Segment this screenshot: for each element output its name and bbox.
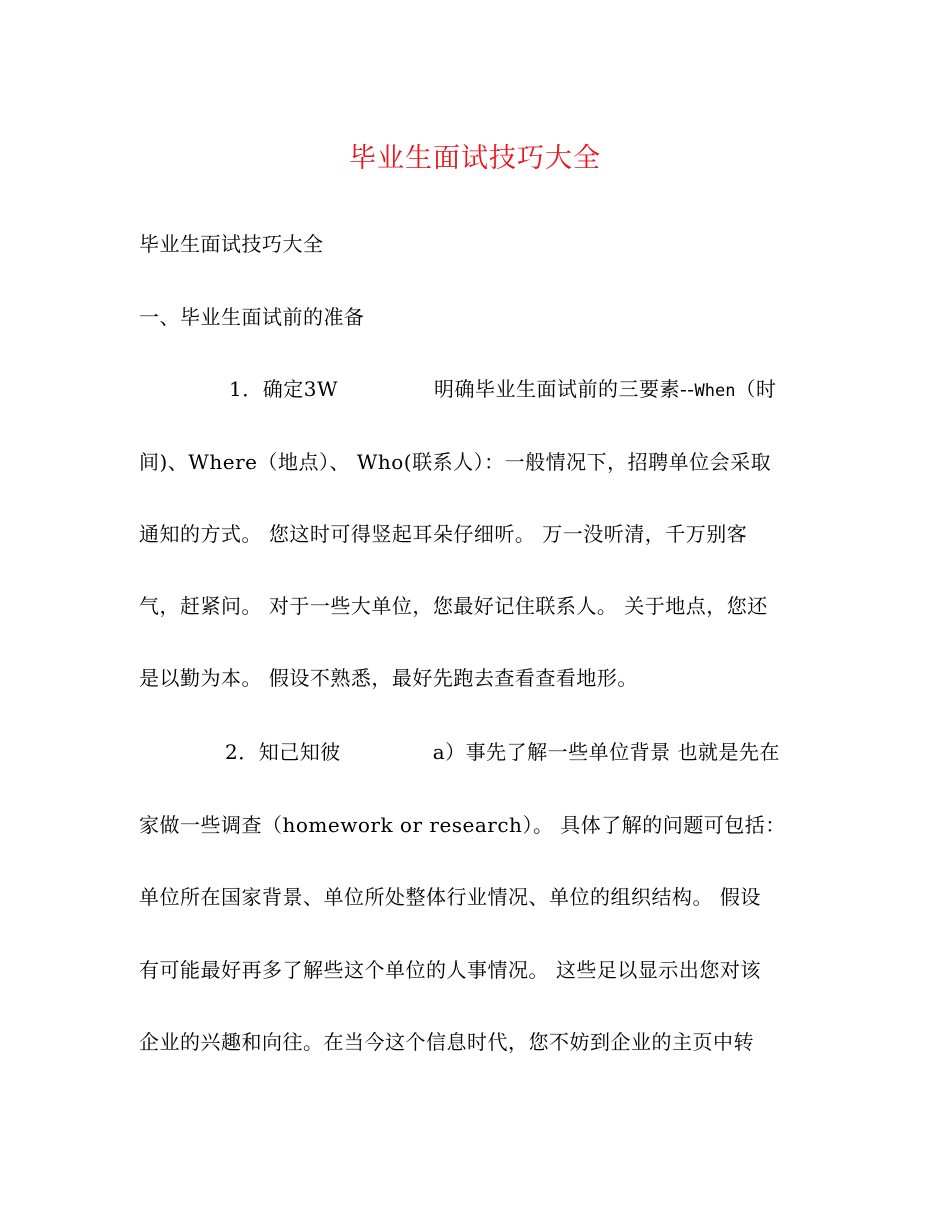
item-1-heading: 确定3W xyxy=(262,377,339,401)
paragraph-line: 企业的兴趣和向往。在当今这个信息时代，您不妨到企业的主页中转 xyxy=(139,1030,754,1054)
item-1-heading-line xyxy=(229,374,899,406)
paragraph-line: 有可能最好再多了解些这个单位的人事情况。 这些足以显示出您对该 xyxy=(139,958,761,982)
paragraph-line: 单位所在国家背景、单位所处整体行业情况、单位的组织结构。 假设 xyxy=(139,885,761,909)
paragraph-line: 气，赶紧问。 对于一些大单位，您最好记住联系人。 关于地点，您还 xyxy=(139,594,768,618)
item-2-heading-line xyxy=(225,737,895,767)
paragraph-line: 间)、Where（地点）、 Who(联系人）：一般情况下，招聘单位会采取 xyxy=(139,450,772,474)
paragraph-line: 通知的方式。 您这时可得竖起耳朵仔细听。 万一没听清，千万别客 xyxy=(139,522,748,546)
paragraph-line: 家做一些调查（homework or research）。 具体了解的问题可包括： xyxy=(139,813,786,837)
paragraph-line: 是以勤为本。 假设不熟悉，最好先跑去查看查看地形。 xyxy=(139,666,638,690)
item-1-intro-end: （时 xyxy=(735,377,777,401)
item-2-intro: 事先了解一些单位背景 也就是先在 xyxy=(465,740,781,764)
document-subtitle: 毕业生面试技巧大全 xyxy=(139,232,324,256)
item-1-intro-when: When xyxy=(694,381,736,401)
item-2-number: 2． xyxy=(225,740,259,764)
item-2-intro-label: a） xyxy=(432,740,466,764)
document-title: 毕业生面试技巧大全 xyxy=(349,143,601,174)
item-2-heading: 知己知彼 xyxy=(258,740,341,764)
item-1-number: 1． xyxy=(229,377,263,401)
item-1-intro: 明确毕业生面试前的三要素-- xyxy=(434,377,695,401)
section-heading: 一、毕业生面试前的准备 xyxy=(139,305,365,329)
